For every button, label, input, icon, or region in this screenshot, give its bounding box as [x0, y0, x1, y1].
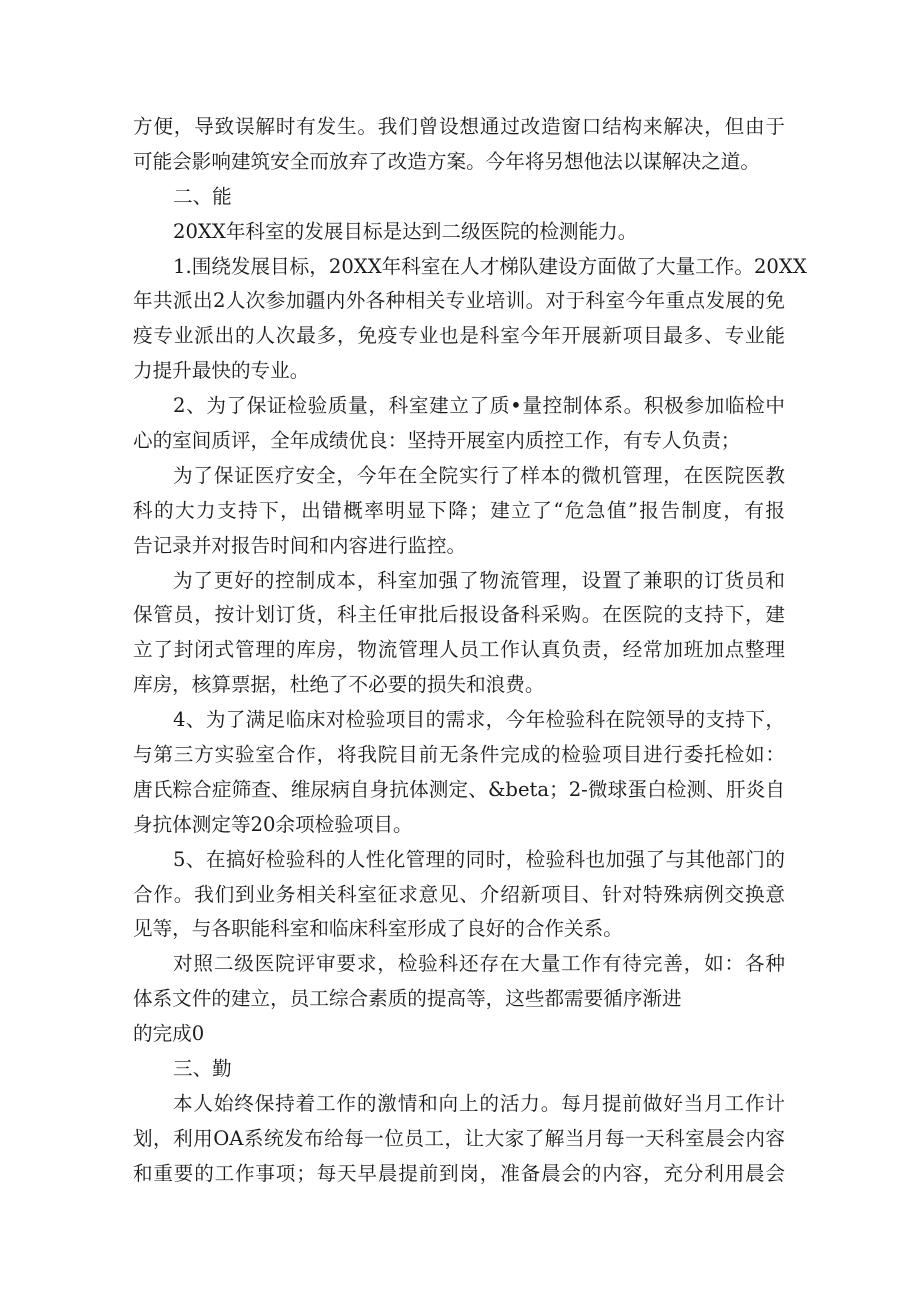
text-line: 科的大力支持下，出错概率明显下降；建立了“危急值”报告制度，有报: [133, 498, 785, 522]
text-line: 二、能: [173, 184, 232, 208]
text-line: 和重要的工作事项；每天早晨提前到岗，准备晨会的内容，充分利用晨会: [133, 1161, 785, 1185]
text-line: 的完成0: [133, 1022, 205, 1046]
text-line: 本人始终保持着工作的激情和向上的活力。每月提前做好当月工作计: [173, 1091, 785, 1115]
text-line: 年共派出2人次参加疆内外各种相关专业培训。对于科室今年重点发展的免: [133, 289, 785, 313]
text-line: 4、为了满足临床对检验项目的需求，今年检验科在院领导的支持下，: [173, 708, 785, 732]
text-line: 划，利用OA系统发布给每一位员工，让大家了解当月每一天科室晨会内容: [133, 1126, 785, 1150]
text-line: 为了保证医疗安全，今年在全院实行了样本的微机管理，在医院医教: [173, 463, 785, 487]
text-line: 三、勤: [173, 1057, 232, 1081]
text-line: 见等，与各职能科室和临床科室形成了良好的合作关系。: [133, 917, 623, 941]
text-line: 保管员，按计划订货，科主任审批后报设备科采购。在医院的支持下，建: [133, 603, 785, 627]
text-line: 20XX年科室的发展目标是达到二级医院的检测能力。: [173, 219, 638, 243]
text-line: 身抗体测定等20余项检验项目。: [133, 812, 413, 836]
document-body: [133, 110, 807, 1192]
text-line: 对照二级医院评审要求，检验科还存在大量工作有待完善，如：各种: [173, 952, 785, 976]
text-line: 心的室间质评，全年成绩优良：坚持开展室内质控工作，有专人负责；: [133, 429, 741, 453]
text-line: 1.围绕发展目标，20XX年科室在人才梯队建设方面做了大量工作。20XX: [173, 254, 807, 278]
text-line: 与第三方实验室合作，将我院目前无条件完成的检验项目进行委托检如：: [133, 743, 785, 767]
text-line: 疫专业派出的人次最多，免疫专业也是科室今年开展新项目最多、专业能: [133, 324, 785, 348]
text-line: 方便，导致误解时有发生。我们曾设想通过改造窗口结构来解决，但由于: [133, 115, 785, 138]
text-line: 为了更好的控制成本，科室加强了物流管理，设置了兼职的订货员和: [173, 568, 785, 592]
text-line: 唐氏粽合症筛查、维尿病自身抗体测定、&beta；2-微球蛋白检测、肝炎自: [133, 777, 785, 801]
text-line: 库房，核算票据，杜绝了不必要的损失和浪费。: [133, 673, 545, 697]
text-line: 2、为了保证检验质量，科室建立了质•量控制体系。积极参加临检中: [173, 394, 785, 418]
text-line: 力提升最快的专业。: [133, 359, 310, 383]
text-line: 立了封闭式管理的库房，物流管理人员工作认真负责，经常加班加点整理: [133, 638, 785, 662]
text-line: 体系文件的建立，员工综合素质的提高等，这些都需要循序渐进: [133, 987, 682, 1011]
text-line: 5、在搞好检验科的人性化管理的同时，检验科也加强了与其他部门的: [173, 847, 785, 871]
text-line: 合作。我们到业务相关科室征求意见、介绍新项目、针对特殊病例交换意: [133, 882, 785, 906]
text-line: 告记录并对报告时间和内容进行监控。: [133, 533, 467, 557]
text-line: 可能会影响建筑安全而放弃了改造方案。今年将另想他法以谋解决之道。: [133, 149, 760, 173]
